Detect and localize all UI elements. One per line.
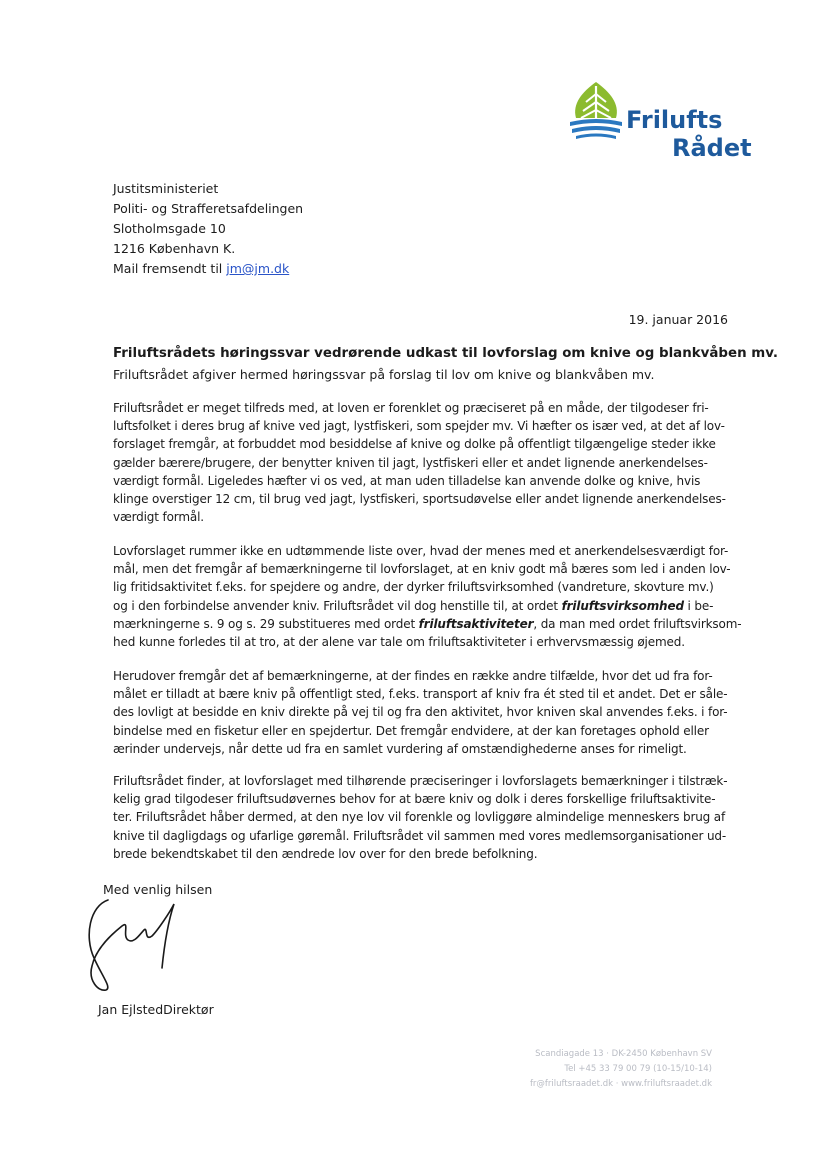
paragraph-4 xyxy=(113,772,733,863)
letter-date: 19. januar 2016 xyxy=(628,312,728,327)
paragraph-line: forslaget fremgår, at forbuddet mod besiddelse af knive og dolke på offentligt tilgængelige steder ikke xyxy=(113,437,716,452)
closing-greeting: Med venlig hilsen xyxy=(103,882,213,897)
mail-link[interactable]: jm@jm.dk xyxy=(226,261,290,276)
text-run: i be- xyxy=(683,598,714,613)
paragraph-line: klinge overstiger 12 cm, til brug ved jagt, lystfiskeri, sportsudøvelse eller andet lignende anerkendelses- xyxy=(113,492,726,507)
paragraph-2 xyxy=(113,542,742,651)
emphasized-term: friluftsvirksomhed xyxy=(561,598,684,613)
recipient-address xyxy=(113,179,303,279)
text-run: mærkningerne s. 9 og s. 29 substitueres med ordet xyxy=(113,616,419,631)
handwritten-signature xyxy=(78,896,198,996)
letterhead-footer xyxy=(480,1047,712,1092)
paragraph-line: kelig grad tilgodeser friluftsudøvernes behov for at bære kniv og dolk i deres forskellige friluftsaktivite- xyxy=(113,792,716,807)
paragraph-line: des lovligt at besidde en kniv direkte på vej til og fra den aktivitet, hvor kniven skal anvendes f.eks. i for- xyxy=(113,705,728,720)
recipient-line: Justitsministeriet xyxy=(113,181,219,196)
mail-prefix: Mail fremsendt til xyxy=(113,261,227,276)
paragraph-line: værdigt formål. xyxy=(113,510,204,525)
recipient-mail-line xyxy=(113,259,303,279)
paragraph-line: værdigt formål. Ligeledes hæfter vi os ved, at man uden tilladelse kan anvende dolke og knive, hvis xyxy=(113,473,701,488)
recipient-line: Politi- og Strafferetsafdelingen xyxy=(113,201,304,216)
letter-intro: Friluftsrådet afgiver hermed høringssvar på forslag til lov om knive og blankvåben mv. xyxy=(113,367,655,382)
paragraph-line: hed kunne forledes til at tro, at der alene var tale om friluftsaktiviteter i erhvervsmæssig øjemed. xyxy=(113,635,685,650)
signer-name: Jan EjlstedDirektør xyxy=(98,1002,214,1017)
paragraph-line: Friluftsrådet er meget tilfreds med, at loven er forenklet og præciseret på en måde, der tilgodeser fri- xyxy=(113,401,709,415)
emphasized-term: friluftsaktiviteter xyxy=(418,616,534,631)
text-run: og i den forbindelse anvender kniv. Friluftsrådet vil dog henstille til, at ordet xyxy=(113,598,562,613)
recipient-line: Slotholmsgade 10 xyxy=(113,221,226,236)
paragraph-line: Lovforslaget rummer ikke en udtømmende liste over, hvad der menes med et anerkendelsesværdigt for- xyxy=(113,544,729,558)
paragraph-line: ærinder undervejs, når dette ud fra en samlet vurdering af omstændighederne anses for rimeligt. xyxy=(113,741,687,756)
text-run: , da man med ordet friluftsvirksom- xyxy=(533,616,742,631)
paragraph-line: Herudover fremgår det af bemærkningerne, at der findes en række andre tilfælde, hvor det ud fra for- xyxy=(113,669,713,683)
letter-heading: Friluftsrådets høringssvar vedrørende udkast til lovforslag om knive og blankvåben mv. xyxy=(113,346,778,361)
paragraph-line: knive til dagligdags og ufarlige gøremål. Friluftsrådet vil sammen med vores medlemsorganisationer ud- xyxy=(113,828,727,843)
paragraph-line: brede bekendtskabet til den ændrede lov over for den brede befolkning. xyxy=(113,846,538,861)
recipient-line: 1216 København K. xyxy=(113,241,236,256)
logo-text-frilufts: Frilufts xyxy=(626,106,723,134)
paragraph-3 xyxy=(113,667,733,758)
paragraph-line: bindelse med en fisketur eller en spejdertur. Det fremgår endvidere, at der kan foretages ophold eller xyxy=(113,723,709,738)
paragraph-line: ter. Friluftsrådet håber dermed, at den nye lov vil forenkle og lovliggøre almindelige menneskers brug af xyxy=(113,810,726,825)
paragraph-line: gælder bærere/brugere, der benytter kniven til jagt, lystfiskeri eller et andet lignende anerkendelses- xyxy=(113,455,708,470)
logo-text-raadet: Rådet xyxy=(672,134,752,162)
paragraph-line: lig fritidsaktivitet f.eks. for spejdere og andre, der dyrker friluftsvirksomhed (vandreture, skovture mv.) xyxy=(113,580,714,595)
footer-phone: Tel +45 33 79 00 79 (10-15/10-14) xyxy=(564,1064,712,1074)
paragraph-line: luftsfolket i deres brug af knive ved jagt, lystfiskeri, som spejder mv. Vi hæfter os især ved, at det af lov- xyxy=(113,419,725,434)
paragraph-line: målet er tilladt at bære kniv på offentligt sted, f.eks. transport af kniv fra ét sted til et andet. Det er såle- xyxy=(113,687,728,702)
paragraph-line xyxy=(113,615,742,633)
paragraph-line: mål, men det fremgår af bemærkningerne til lovforslaget, at en kniv godt må bæres som led i anden lov- xyxy=(113,562,731,577)
paragraph-line xyxy=(113,597,733,615)
friluftsraadet-logo xyxy=(560,78,760,170)
paragraph-1 xyxy=(113,399,733,526)
leaf-icon xyxy=(564,78,628,142)
footer-address: Scandiagade 13 · DK-2450 København SV xyxy=(535,1049,712,1059)
paragraph-line: Friluftsrådet finder, at lovforslaget med tilhørende præciseringer i lovforslagets bemærkninger i tilstræk- xyxy=(113,774,728,788)
footer-contact: fr@friluftsraadet.dk · www.friluftsraadet.dk xyxy=(529,1079,712,1089)
